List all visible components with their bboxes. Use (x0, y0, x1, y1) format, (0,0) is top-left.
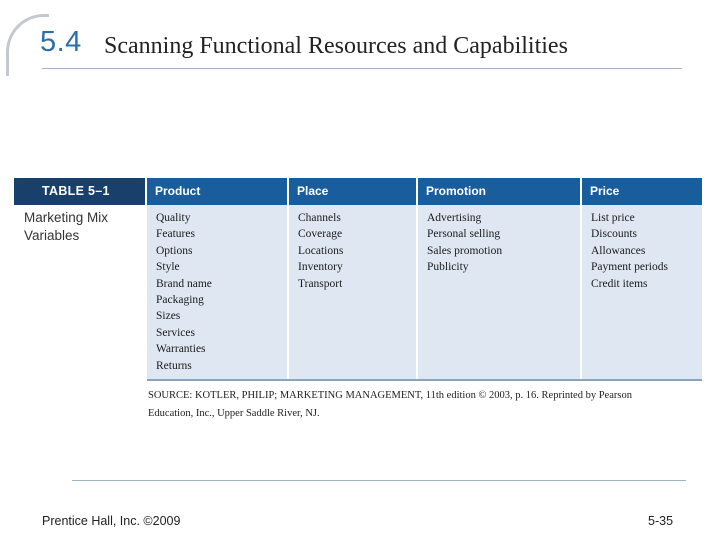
table-cell: Features (156, 228, 195, 241)
table-cell: Options (156, 244, 193, 257)
table-cell: Returns (156, 359, 192, 372)
column-header-product: Product (147, 178, 289, 205)
table-body (147, 205, 702, 381)
source-citation (148, 387, 708, 423)
table-cell: Discounts (591, 228, 637, 241)
table-cell: Channels (298, 212, 341, 224)
table-header-row (14, 178, 702, 205)
table-cell: Locations (298, 244, 344, 257)
table-cell: Publicity (427, 261, 469, 274)
table-cell: Payment periods (591, 261, 668, 274)
table-cell: Services (156, 326, 195, 339)
column-header-price: Price (582, 178, 702, 205)
table-cell: Sizes (156, 310, 181, 323)
table-cell: Credit items (591, 277, 648, 290)
page-number: 5-35 (648, 514, 674, 528)
column-header-promotion: Promotion (418, 178, 582, 205)
title-divider (42, 68, 682, 69)
table-caption: Marketing Mix Variables (24, 210, 109, 243)
table-cell: Sales promotion (427, 244, 503, 257)
table-cell: Warranties (156, 343, 206, 356)
table-number: TABLE 5–1 (14, 178, 147, 205)
column-product (147, 205, 289, 379)
table-cell: Transport (298, 277, 343, 290)
table-cell: Brand name (156, 277, 212, 290)
table-cell: Personal selling (427, 228, 501, 241)
table-cell: List price (591, 212, 635, 224)
column-header-place: Place (289, 178, 418, 205)
slide-title: Scanning Functional Resources and Capabilities (104, 33, 568, 59)
table-cell: Packaging (156, 294, 204, 307)
source-line: SOURCE: KOTLER, PHILIP; MARKETING MANAGEMENT, 11th edition © 2003, p. 16. Reprinted by Pearson (148, 390, 632, 401)
footer-copyright: Prentice Hall, Inc. ©2009 (42, 514, 181, 528)
table-cell: Style (156, 261, 180, 274)
table-cell: Inventory (298, 261, 343, 274)
table-cell: Allowances (591, 244, 646, 257)
table-cell: Coverage (298, 228, 343, 241)
source-line: Education, Inc., Upper Saddle River, NJ. (148, 408, 320, 419)
footer-divider (72, 480, 686, 481)
table-cell: Advertising (427, 212, 482, 224)
table-cell: Quality (156, 212, 191, 224)
column-price (582, 205, 702, 379)
slide-number: 5.4 (40, 26, 82, 58)
column-promotion (418, 205, 582, 379)
column-place (289, 205, 418, 379)
